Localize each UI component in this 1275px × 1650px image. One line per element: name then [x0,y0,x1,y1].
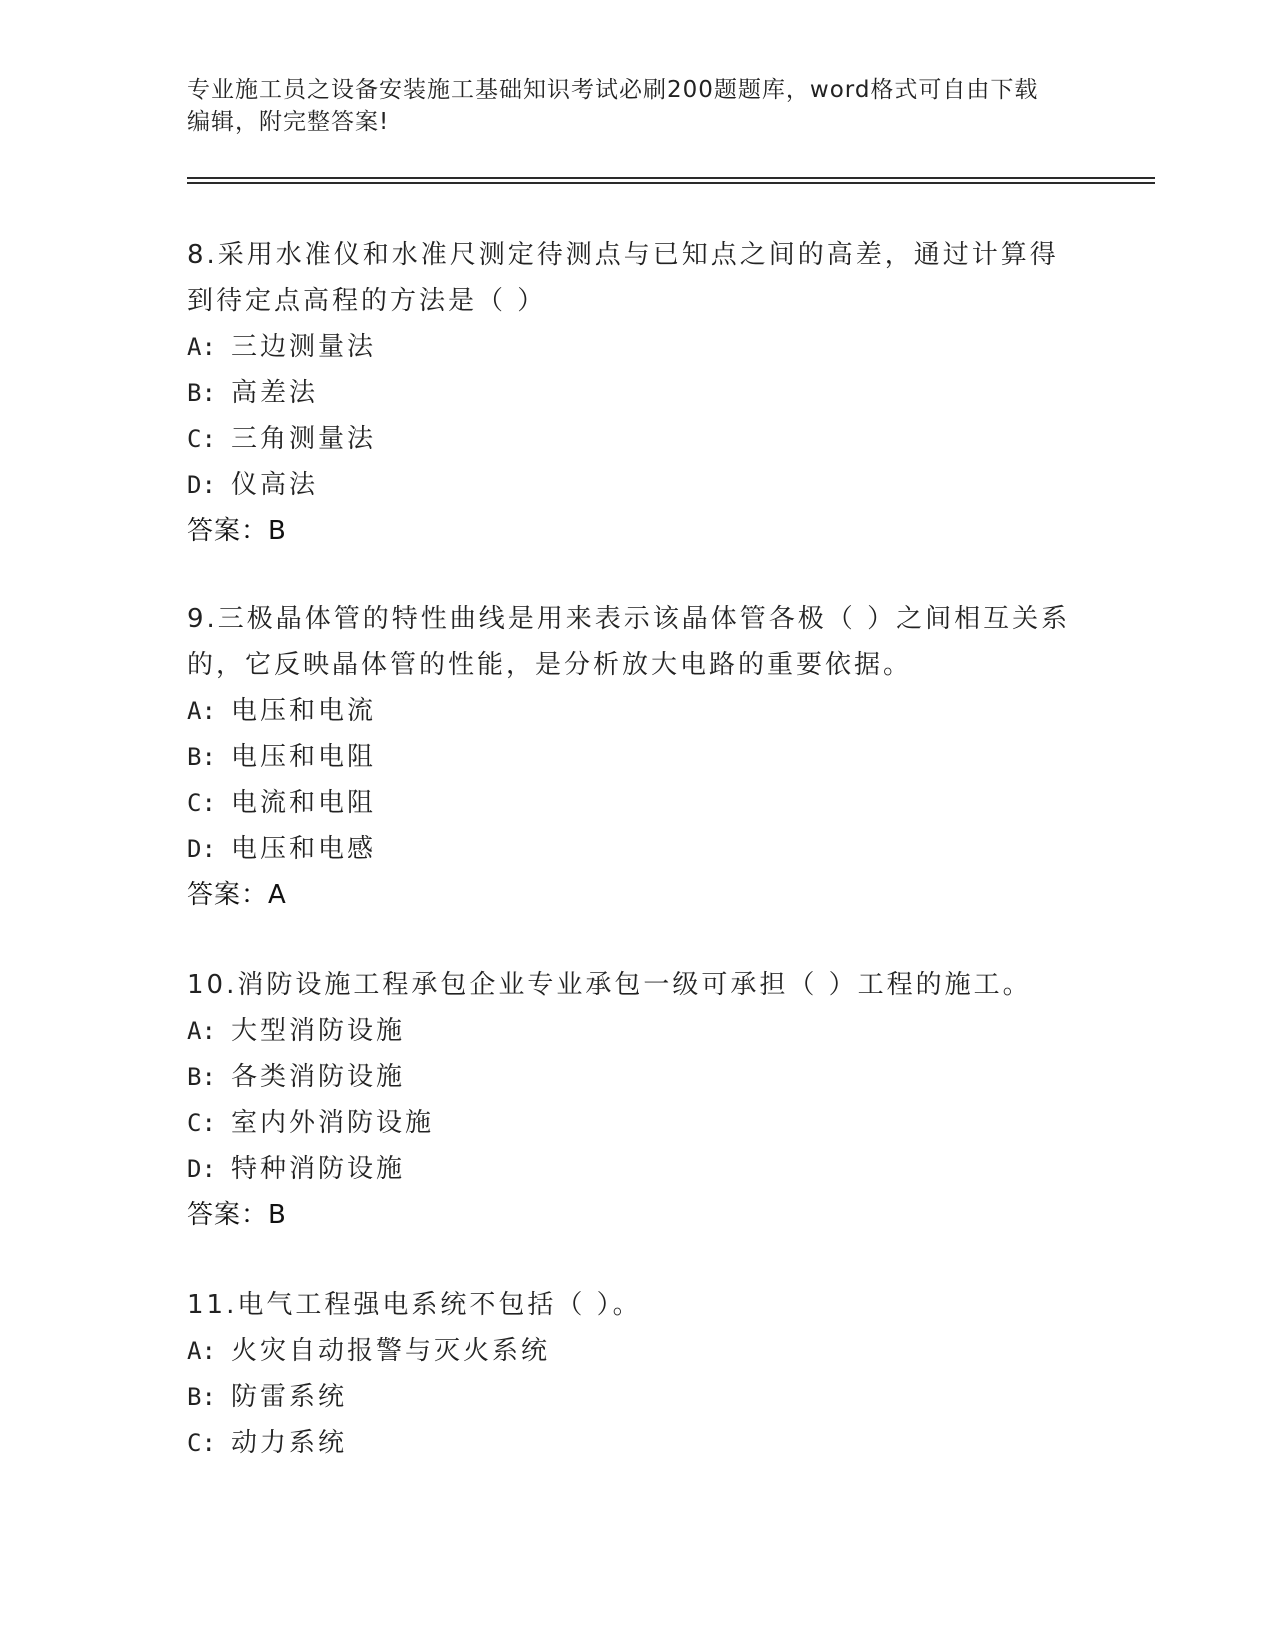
option-text: 防雷系统 [231,1382,348,1412]
option-text: 室内外消防设施 [231,1108,435,1138]
answer-label: 答案： [187,880,269,910]
option-c [187,416,1087,462]
option-letter: B: [187,1383,216,1411]
option-letter: D: [187,1155,216,1183]
question-text-line: 到待定点高程的方法是（ ） [187,286,547,316]
option-letter: A: [187,333,216,361]
answer-label: 答案： [187,1200,269,1230]
option-b [187,1374,1087,1420]
option-c [187,1100,1087,1146]
option-b [187,1054,1087,1100]
option-letter: C: [187,789,216,817]
option-letter: C: [187,425,216,453]
answer-value: B [268,516,287,546]
option-a [187,1328,1087,1374]
option-b [187,370,1087,416]
option-b [187,734,1087,780]
answer-line [187,1192,1087,1238]
option-text: 大型消防设施 [231,1016,406,1046]
option-d [187,462,1087,508]
answer-line [187,508,1087,554]
option-letter: B: [187,379,216,407]
option-text: 电压和电感 [231,834,377,864]
option-d [187,826,1087,872]
option-c [187,1420,1087,1466]
option-letter: A: [187,1017,216,1045]
option-text: 三角测量法 [231,424,377,454]
option-text: 高差法 [231,378,319,408]
option-a [187,688,1087,734]
option-text: 三边测量法 [231,332,377,362]
option-text: 动力系统 [231,1428,348,1458]
header-line-2: 编辑，附完整答案! [187,109,390,135]
question-text-line: 的，它反映晶体管的性能，是分析放大电路的重要依据。 [187,650,913,680]
option-text: 各类消防设施 [231,1062,406,1092]
header-divider-bottom [187,182,1155,184]
answer-value: A [268,880,287,910]
header-line-1: 专业施工员之设备安装施工基础知识考试必刷200题题库，word格式可自由下载 [187,77,1039,103]
option-letter: D: [187,835,216,863]
document-header [187,74,1067,138]
option-letter: A: [187,697,216,725]
option-text: 火灾自动报警与灭火系统 [231,1336,551,1366]
option-text: 电压和电阻 [231,742,377,772]
answer-label: 答案： [187,516,269,546]
option-a [187,324,1087,370]
question-9 [187,596,1087,918]
option-letter: C: [187,1429,216,1457]
option-text: 仪高法 [231,470,319,500]
option-text: 电压和电流 [231,696,377,726]
option-letter: B: [187,743,216,771]
option-text: 特种消防设施 [231,1154,406,1184]
question-8 [187,232,1087,554]
option-letter: C: [187,1109,216,1137]
header-divider-top [187,177,1155,179]
question-text-line: 10.消防设施工程承包企业专业承包一级可承担（ ）工程的施工。 [187,970,1032,1000]
question-text-line: 9.三极晶体管的特性曲线是用来表示该晶体管各极（ ）之间相互关系 [187,604,1071,634]
option-a [187,1008,1087,1054]
answer-value: B [268,1200,287,1230]
option-letter: D: [187,471,216,499]
option-letter: B: [187,1063,216,1091]
answer-line [187,872,1087,918]
question-11 [187,1282,1087,1466]
question-text-line: 8.采用水准仪和水准尺测定待测点与已知点之间的高差，通过计算得 [187,240,1059,270]
question-text-line: 11.电气工程强电系统不包括（ ）。 [187,1290,642,1320]
question-10 [187,962,1087,1238]
option-letter: A: [187,1337,216,1365]
option-d [187,1146,1087,1192]
option-text: 电流和电阻 [231,788,377,818]
option-c [187,780,1087,826]
